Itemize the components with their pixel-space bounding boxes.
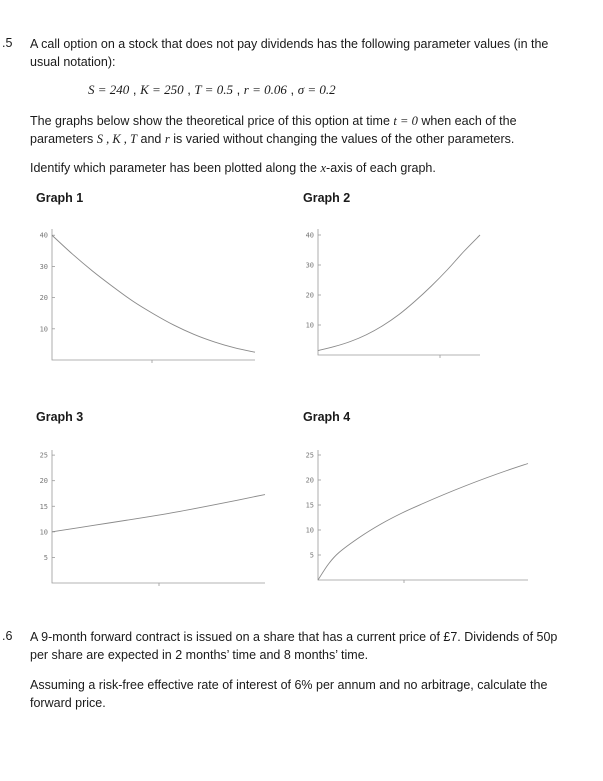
identify-text-post: -axis of each graph. <box>326 161 436 175</box>
y-tick-label: 25 <box>39 451 48 460</box>
graphs-text-r: r <box>164 132 170 146</box>
graphs-text-part-2: when each of the <box>421 114 517 128</box>
y-tick-label: 20 <box>305 291 314 300</box>
graph-3-chart <box>30 446 280 591</box>
y-tick-label: 30 <box>305 261 314 270</box>
axes <box>318 450 528 580</box>
axes <box>318 229 480 355</box>
param-t: T = 0.5 <box>194 82 233 97</box>
y-tick-label: 10 <box>305 321 314 330</box>
y-tick-label: 20 <box>305 476 314 485</box>
y-tick-label: 30 <box>39 262 48 271</box>
price-curve <box>318 235 480 351</box>
graphs-description-line-1 <box>30 112 570 130</box>
graphs-text-and: and <box>140 132 162 146</box>
graphs-text-line2-end: is varied without changing the values of the other parameters. <box>173 132 515 146</box>
graph-4-title: Graph 4 <box>303 410 351 424</box>
graph-2-chart <box>298 225 538 370</box>
y-tick-label: 15 <box>305 501 314 510</box>
y-tick-label: 10 <box>305 526 314 535</box>
y-tick-label: 5 <box>43 553 48 562</box>
y-tick-label: 10 <box>39 528 48 537</box>
param-s: S = 240 <box>88 82 130 97</box>
y-tick-label: 40 <box>39 231 48 240</box>
price-curve <box>52 495 265 532</box>
time-variable: t = 0 <box>393 114 418 128</box>
axes <box>52 229 255 360</box>
graph-1-title: Graph 1 <box>36 191 84 205</box>
identify-text-pre: Identify which parameter has been plotted along the <box>30 161 317 175</box>
question-6-number: .6 <box>2 629 13 643</box>
identify-x: x <box>320 161 327 175</box>
q6-line-2: per share are expected in 2 months’ time and 8 months’ time. <box>30 648 369 662</box>
graphs-description-line-2 <box>30 130 570 148</box>
intro-line-1: A call option on a stock that does not pay dividends has the following parameter values (in the <box>30 37 549 51</box>
identify-instruction <box>30 159 570 177</box>
parameter-values: S = 240 , K = 250 , T = 0.5 , r = 0.06 , σ = 0.2 <box>88 82 336 97</box>
q6-line-1: A 9-month forward contract is issued on a share that has a current price of £7. Dividends of 50p <box>30 630 558 644</box>
price-curve <box>52 235 255 352</box>
y-tick-label: 20 <box>39 477 48 486</box>
y-tick-label: 10 <box>39 325 48 334</box>
q6-line-3: Assuming a risk-free effective rate of interest of 6% per annum and no arbitrage, calculate the <box>30 678 548 692</box>
param-k: K = 250 <box>140 82 184 97</box>
graph-1-chart <box>30 225 270 370</box>
question-5-number: .5 <box>2 36 13 50</box>
graph-3-title: Graph 3 <box>36 410 84 424</box>
question-5-intro <box>30 35 570 71</box>
axes <box>52 450 265 583</box>
y-tick-label: 15 <box>39 502 48 511</box>
param-r: r = 0.06 <box>243 82 287 97</box>
question-6-text <box>30 628 570 664</box>
graphs-text-part-1: The graphs below show the theoretical price of this option at time <box>30 114 390 128</box>
graphs-text-vars: S , K , T <box>96 132 138 146</box>
graph-4-chart <box>298 446 548 591</box>
graphs-text-parameters: parameters <box>30 132 94 146</box>
q6-line-4: forward price. <box>30 696 106 710</box>
y-tick-label: 20 <box>39 294 48 303</box>
graphs-description <box>30 112 570 148</box>
price-curve <box>318 464 528 581</box>
y-tick-label: 5 <box>309 551 314 560</box>
intro-line-2: usual notation): <box>30 55 116 69</box>
graph-2-title: Graph 2 <box>303 191 351 205</box>
param-sigma: σ = 0.2 <box>297 82 336 97</box>
y-tick-label: 25 <box>305 451 314 460</box>
question-6-instruction <box>30 676 570 712</box>
y-tick-label: 40 <box>305 231 314 240</box>
